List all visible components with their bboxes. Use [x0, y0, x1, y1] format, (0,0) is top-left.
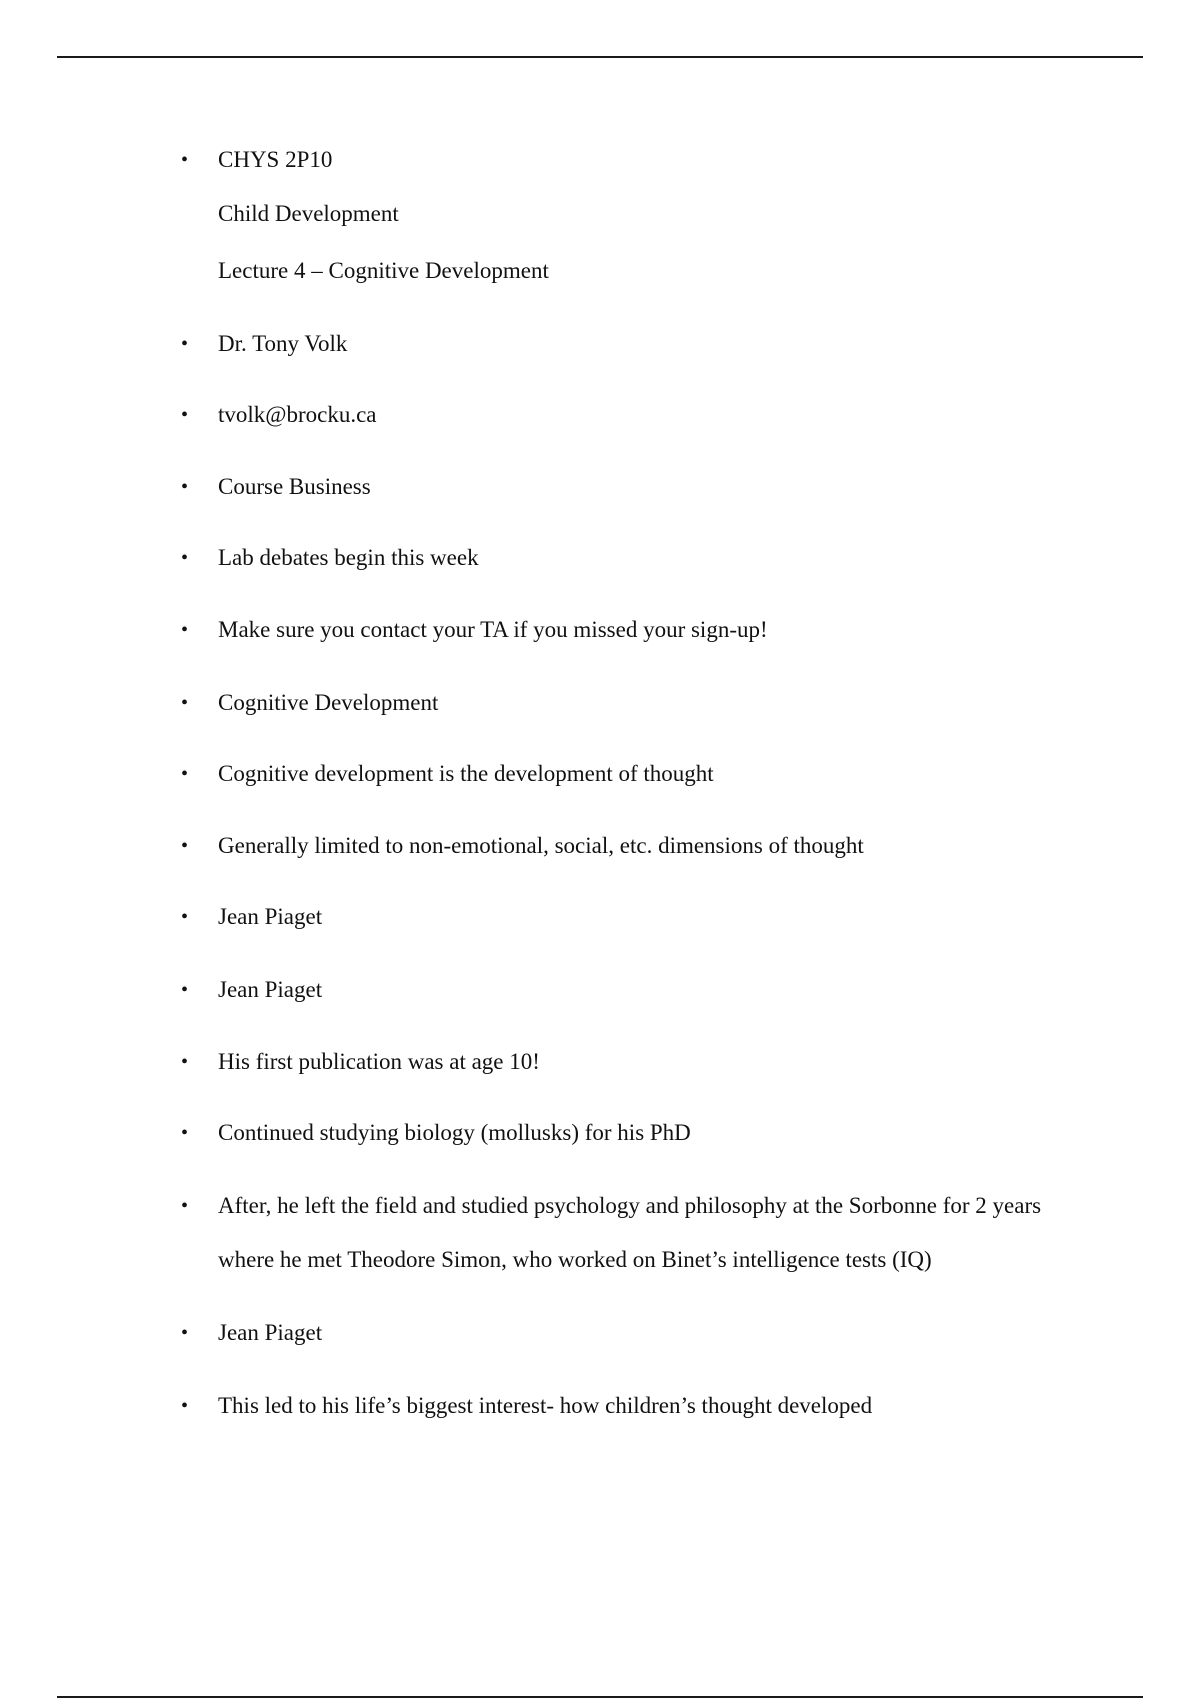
bullet-icon: • — [181, 835, 189, 857]
list-item-text: Lab debates begin this week — [218, 545, 479, 570]
bullet-icon: • — [181, 1122, 189, 1144]
bullet-icon: • — [181, 404, 189, 426]
course-code: CHYS 2P10 — [218, 147, 333, 172]
list-item-text: After, he left the field and studied psychology and philosophy at the Sorbonne for 2 years — [218, 1193, 1042, 1218]
list-item-text: Generally limited to non-emotional, social, etc. dimensions of thought — [218, 833, 864, 858]
list-item-text: Course Business — [218, 474, 371, 499]
bullet-icon: • — [181, 1051, 189, 1073]
bullet-icon: • — [181, 692, 189, 714]
list-item-text: His first publication was at age 10! — [218, 1049, 540, 1074]
bullet-icon: • — [181, 547, 189, 569]
list-item-text: Jean Piaget — [218, 904, 323, 929]
bullet-icon: • — [181, 333, 189, 355]
bullet-icon: • — [181, 979, 189, 1001]
instructor-email: tvolk@brocku.ca — [218, 402, 377, 427]
list-item-text: This led to his life’s biggest interest- how children’s thought developed — [218, 1393, 873, 1418]
list-item-text: Cognitive development is the development of thought — [218, 761, 714, 786]
bullet-icon: • — [181, 1322, 189, 1344]
list-item-text: Jean Piaget — [218, 977, 323, 1002]
bullet-icon: • — [181, 763, 189, 785]
bullet-icon: • — [181, 476, 189, 498]
bullet-icon: • — [181, 1395, 189, 1417]
list-item-text: Cognitive Development — [218, 690, 439, 715]
bullet-icon: • — [181, 906, 189, 928]
bullet-icon: • — [181, 1195, 189, 1217]
bullet-icon: • — [181, 149, 189, 171]
list-item-text: Make sure you contact your TA if you missed your sign-up! — [218, 617, 768, 642]
lecture-title: Lecture 4 – Cognitive Development — [218, 258, 549, 283]
bottom-rule — [57, 1696, 1143, 1698]
list-item-text: Continued studying biology (mollusks) for his PhD — [218, 1120, 691, 1145]
list-item-text-continued: where he met Theodore Simon, who worked on Binet’s intelligence tests (IQ) — [218, 1247, 932, 1272]
list-item-text: Jean Piaget — [218, 1320, 323, 1345]
instructor-name: Dr. Tony Volk — [218, 331, 348, 356]
course-title: Child Development — [218, 201, 399, 226]
bullet-icon: • — [181, 619, 189, 641]
